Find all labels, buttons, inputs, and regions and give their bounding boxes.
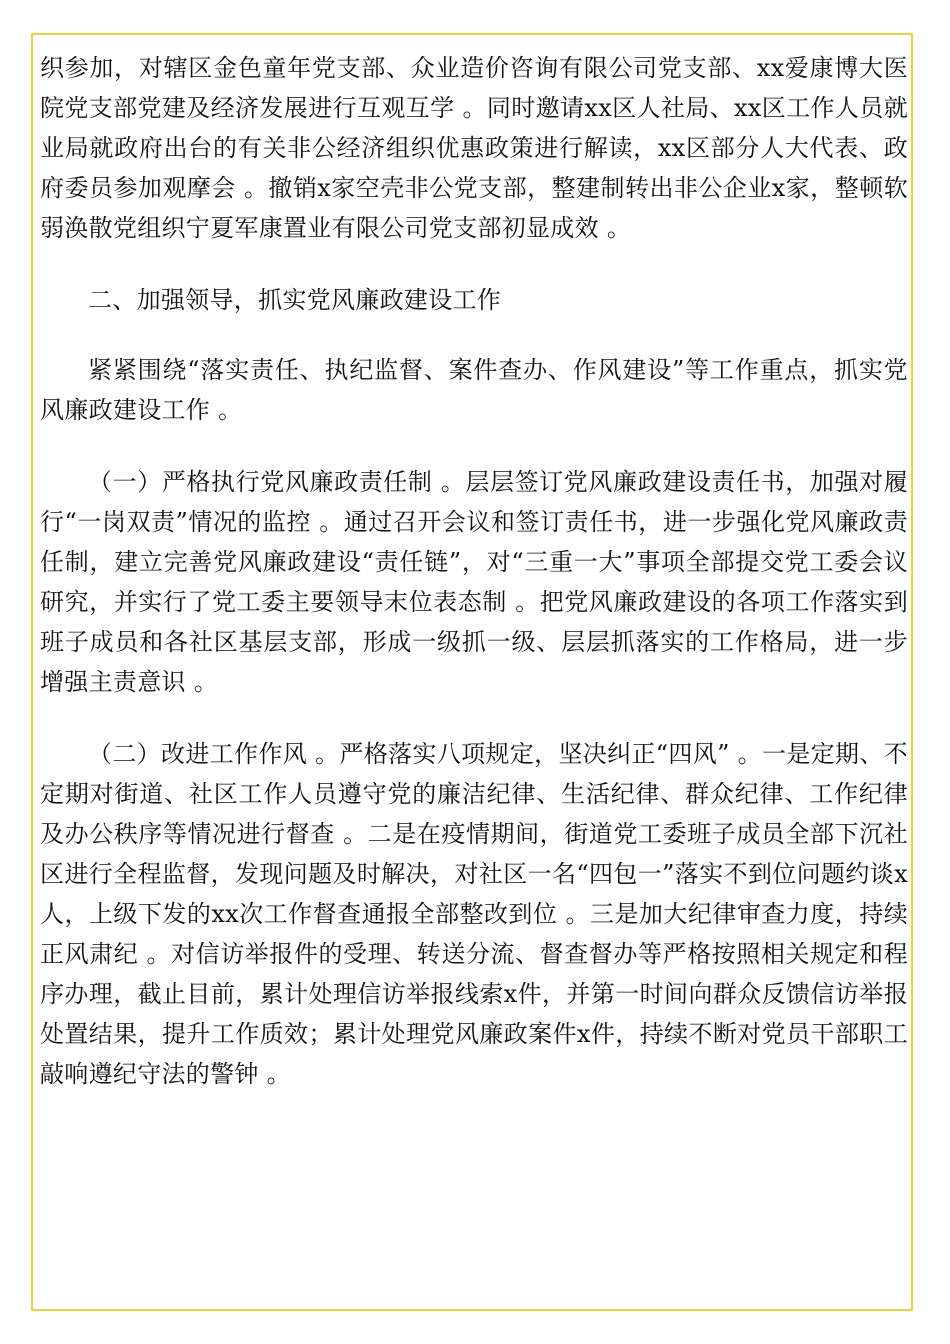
paragraph-item-1: （一）严格执行党风廉政责任制 。层层签订党风廉政建设责任书，加强对履行“一岗双责”情况的监控 。通过召开会议和签订责任书，进一步强化党风廉政责任制，建立完善党风廉政建设“责任链”，对“三重一大”事项全部提交党工委会议研究，并实行了党工委主要领导末位表态制 。把党风廉政建设的各项工作落实到班子成员和各社区基层支部，形成一级抓一级、层层抓落实的工作格局，进一步增强主责意识 。 [40, 468, 908, 696]
paragraph-item-2: （二）改进工作作风 。严格落实八项规定，坚决纠正“四风” 。一是定期、不定期对街道、社区工作人员遵守党的廉洁纪律、生活纪律、群众纪律、工作纪律及办公秩序等情况进行督查 。二是在疫情期间，街道党工委班子成员全部下沉社区进行全程监督，发现问题及时解决，对社区一名“四包一”落实不到位问题约谈x人，上级下发的xx次工作督查通报全部整改到位 。三是加大纪律审查力度，持续正风肃纪 。对信访举报件的受理、转送分流、督查督办等严格按照相关规定和程序办理，截止目前，累计处理信访举报线索x件，并第一时间向群众反馈信访举报处置结果，提升工作质效；累计处理党风廉政案件x件，持续不断对党员干部职工敲响遵纪守法的警钟 。 [40, 740, 908, 1088]
section-heading: 二、加强领导，抓实党风廉政建设工作 [88, 286, 502, 314]
document-body [40, 48, 908, 1126]
paragraph-intro: 紧紧围绕“落实责任、执纪监督、案件查办、作风建设”等工作重点，抓实党风廉政建设工作 。 [40, 356, 908, 424]
paragraph-continuation: 织参加，对辖区金色童年党支部、众业造价咨询有限公司党支部、xx爱康博大医院党支部党建及经济发展进行互观互学 。同时邀请xx区人社局、xx区工作人员就业局就政府出台的有关非公经济组织优惠政策进行解读，xx区部分人大代表、政府委员参加观摩会 。撤销x家空壳非公党支部，整建制转出非公企业x家，整顿软弱涣散党组织宁夏军康置业有限公司党支部初显成效 。 [40, 54, 908, 242]
